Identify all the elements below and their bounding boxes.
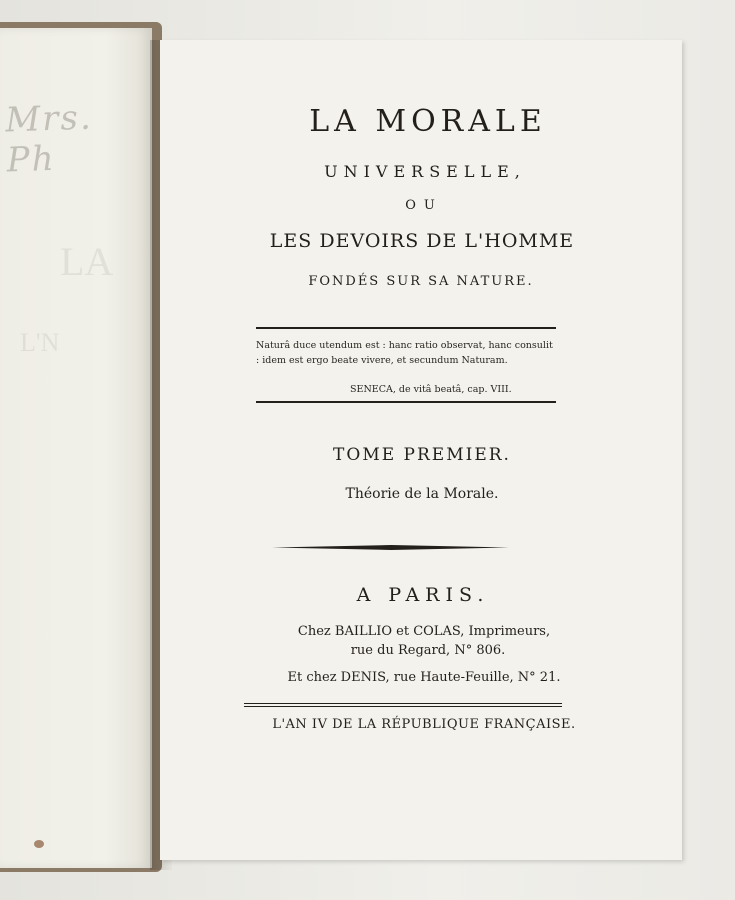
epigraph-source: SENECA, de vitâ beatâ, cap. VIII. xyxy=(350,384,512,395)
left-page xyxy=(0,28,152,868)
imprint-date: L'AN IV DE LA RÉPUBLIQUE FRANÇAISE. xyxy=(272,717,576,732)
subtitle-fondes: FONDÉS SUR SA NATURE. xyxy=(308,274,534,289)
imprint-rule-top-double xyxy=(244,706,562,707)
ornamental-swelled-rule xyxy=(272,545,510,550)
title-page xyxy=(160,40,682,860)
imprint-publisher: Chez BAILLIO et COLAS, Imprimeurs, xyxy=(297,624,551,639)
imprint-address: rue du Regard, N° 806. xyxy=(350,643,506,658)
bleed-through-text: LA xyxy=(60,239,114,284)
epigraph-top-rule xyxy=(256,327,556,329)
foxing-spot xyxy=(34,840,44,848)
epigraph-text: Naturâ duce utendum est : hanc ratio observat, hanc consulit : idem est ergo beate vivere, et secundum Naturam. xyxy=(256,340,553,366)
volume-heading: TOME PREMIER. xyxy=(333,445,511,465)
handwritten-note: Mrs. Ph xyxy=(4,97,94,181)
subtitle-devoirs: LES DEVOIRS DE L'HOMME xyxy=(269,230,575,252)
subtitle-universelle: UNIVERSELLE, xyxy=(324,162,526,181)
book-title: LA MORALE xyxy=(309,104,547,139)
imprint-bookseller: Et chez DENIS, rue Haute-Feuille, N° 21. xyxy=(287,670,561,685)
imprint-city: A PARIS. xyxy=(356,584,490,606)
imprint-rule-top xyxy=(244,703,562,704)
volume-subtitle: Théorie de la Morale. xyxy=(345,486,499,502)
epigraph-bottom-rule xyxy=(256,401,556,403)
subtitle-conjunction: OU xyxy=(405,198,443,213)
bleed-through-text: L'N xyxy=(20,328,60,357)
